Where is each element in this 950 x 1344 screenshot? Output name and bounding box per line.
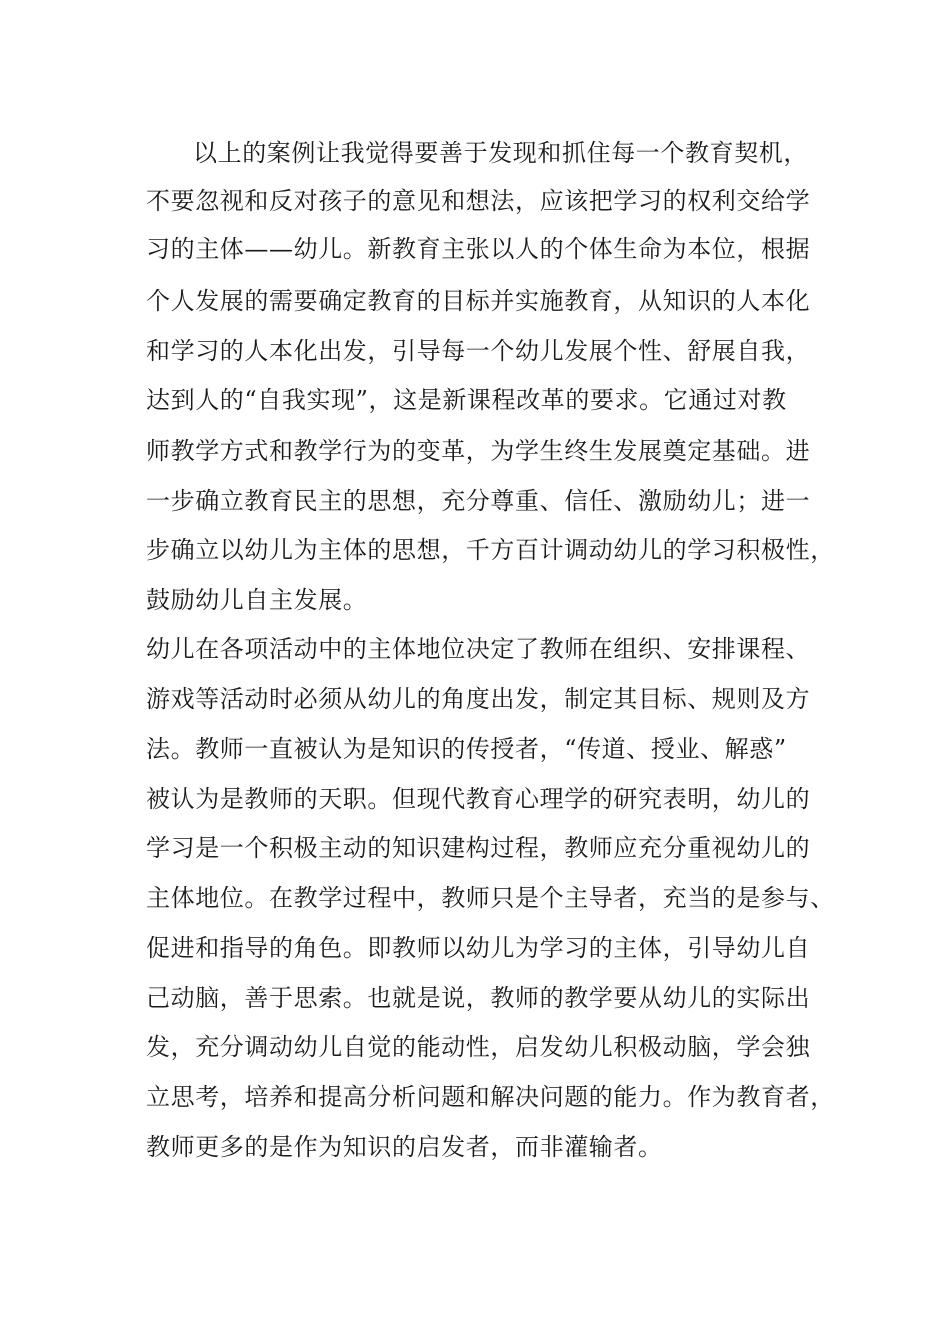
text-line: 主体地位。在教学过程中，教师只是个主导者，充当的是参与、 [146,884,835,912]
text-line: 师教学方式和教学行为的变革，为学生终生发展奠定基础。进 [146,437,811,465]
text-line: 促进和指导的角色。即教师以幼儿为学习的主体，引导幼儿自 [146,934,811,962]
text-line: 不要忽视和反对孩子的意见和想法，应该把学习的权利交给学 [146,187,811,215]
text-line: 己动脑，善于思索。也就是说，教师的教学要从幼儿的实际出 [146,984,811,1012]
text-line: 立思考，培养和提高分析问题和解决问题的能力。作为教育者， [146,1083,835,1111]
text-line: 发，充分调动幼儿自觉的能动性，启发幼儿积极动脑，学会独 [146,1033,811,1061]
text-line: 习的主体——幼儿。新教育主张以人的个体生命为本位，根据 [146,235,811,263]
text-line: 以上的案例让我觉得要善于发现和抓住每一个教育契机， [193,139,808,167]
text-line: 一步确立教育民主的思想，充分尊重、信任、激励幼儿；进一 [146,487,811,515]
text-line: 个人发展的需要确定教育的目标并实施教育，从知识的人本化 [146,287,811,315]
text-line: 步确立以幼儿为主体的思想，千方百计调动幼儿的学习积极性， [146,536,835,564]
text-line: 被认为是教师的天职。但现代教育心理学的研究表明，幼儿的 [146,785,811,813]
text-line: 和学习的人本化出发，引导每一个幼儿发展个性、舒展自我， [146,337,811,365]
text-line: 达到人的“自我实现”，这是新课程改革的要求。它通过对教 [146,386,787,414]
text-line: 教师更多的是作为知识的启发者，而非灌输者。 [146,1133,663,1161]
text-line: 学习是一个积极主动的知识建构过程，教师应充分重视幼儿的 [146,834,811,862]
text-line: 法。教师一直被认为是知识的传授者，“传道、授业、解惑” [146,735,787,763]
text-line: 幼儿在各项活动中的主体地位决定了教师在组织、安排课程、 [146,635,811,663]
text-line: 鼓励幼儿自主发展。 [146,586,368,614]
text-line: 游戏等活动时必须从幼儿的角度出发，制定其目标、规则及方 [146,685,811,713]
